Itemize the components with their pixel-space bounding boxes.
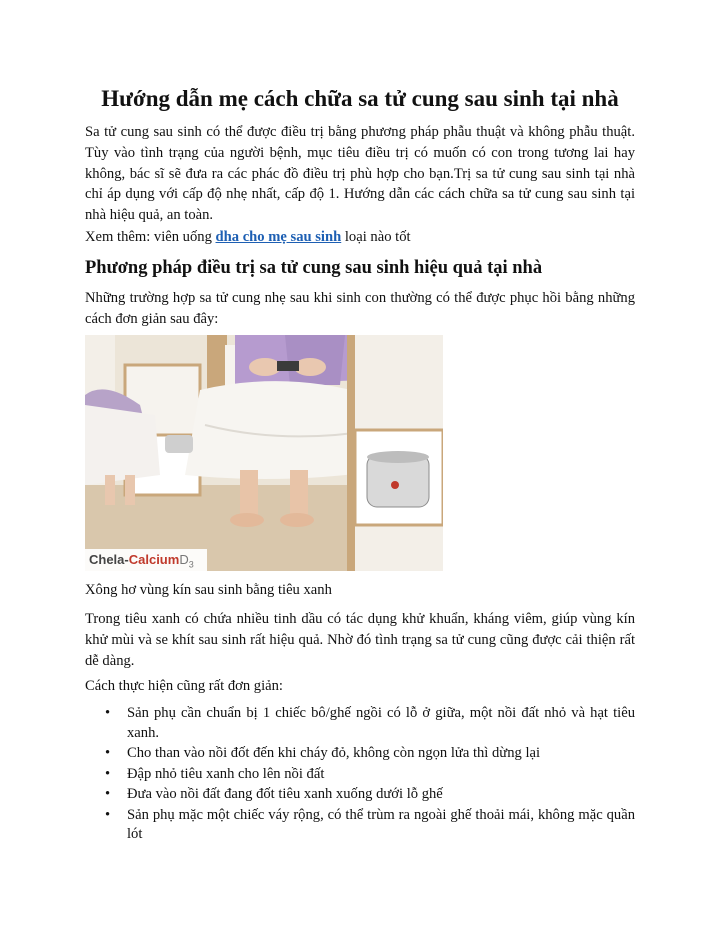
page-title: Hướng dẫn mẹ cách chữa sa tử cung sau sinh tại nhà — [101, 86, 619, 111]
watermark-suffix: D — [179, 552, 189, 567]
intro-paragraph: Sa tử cung sau sinh có thể được điều trị bằng phương pháp phẫu thuật và không phẫu thuật. Tùy vào tình trạng của người bệnh, mục tiêu điều trị có muốn có con trong tương lai hay không, bác sĩ sẽ đưa ra các phác đồ điều trị phù hợp cho bạn.Trị sa tử cung sau sinh tại nhà chỉ áp dụng với cấp độ nhẹ nhất, cấp độ 1. Hướng dẫn các cách chữa sa tử cung sau sinh tại nhà hiệu quả, an toàn. — [85, 124, 635, 224]
bullet-icon: • — [105, 806, 111, 823]
see-also-prefix: Xem thêm: viên uống — [85, 229, 216, 245]
watermark-prefix: Chela- — [89, 552, 129, 567]
article-photo — [85, 335, 443, 571]
section-heading: Phương pháp điều trị sa tử cung sau sinh hiệu quả tại nhà — [85, 258, 543, 278]
see-also-line — [85, 227, 635, 248]
bullet-icon: • — [105, 745, 111, 761]
watermark-sub: 3 — [188, 559, 194, 570]
list-item — [85, 704, 635, 743]
bullet-icon: • — [105, 786, 111, 802]
see-also-suffix: loại nào tốt — [341, 229, 411, 245]
list-item — [85, 806, 635, 845]
list-item — [85, 785, 635, 805]
photo-illustration — [85, 335, 443, 571]
list-item-text: Cho than vào nồi đốt đến khi cháy đỏ, không còn ngọn lửa thì dừng lại — [127, 745, 541, 761]
list-item-text: Sản phụ mặc một chiếc váy rộng, có thể trùm ra ngoài ghế thoải mái, không mặc quần lót — [127, 806, 635, 842]
steps-intro: Cách thực hiện cũng rất đơn giản: — [85, 678, 283, 694]
steps-list — [85, 704, 635, 846]
photo-caption: Xông hơ vùng kín sau sinh bằng tiêu xanh — [85, 582, 332, 598]
section-intro: Những trường hợp sa tử cung nhẹ sau khi sinh con thường có thể được phục hồi bằng những cách đơn giản sau đây: — [85, 290, 635, 327]
body-paragraph: Trong tiêu xanh có chứa nhiều tinh dầu có tác dụng khử khuẩn, kháng viêm, giúp vùng kín khử mùi và se khít sau sinh rất hiệu quả. Nhờ đó tình trạng sa tử cung cũng được cải thiện rất dễ dàng. — [85, 611, 635, 669]
photo-watermark — [89, 552, 194, 571]
list-item — [85, 765, 635, 785]
list-item-text: Sản phụ cần chuẩn bị 1 chiếc bô/ghế ngồi có lỗ ở giữa, một nồi đất nhỏ và hạt tiêu xanh. — [127, 705, 635, 741]
list-item — [85, 744, 635, 764]
watermark-brand: Calcium — [128, 552, 180, 567]
bullet-icon: • — [105, 765, 111, 782]
list-item-text: Đưa vào nồi đất đang đốt tiêu xanh xuống dưới lỗ ghế — [127, 786, 443, 802]
see-also-link[interactable]: dha cho mẹ sau sinh — [215, 229, 342, 245]
bullet-icon: • — [105, 705, 111, 721]
list-item-text: Đập nhỏ tiêu xanh cho lên nồi đất — [127, 765, 325, 782]
